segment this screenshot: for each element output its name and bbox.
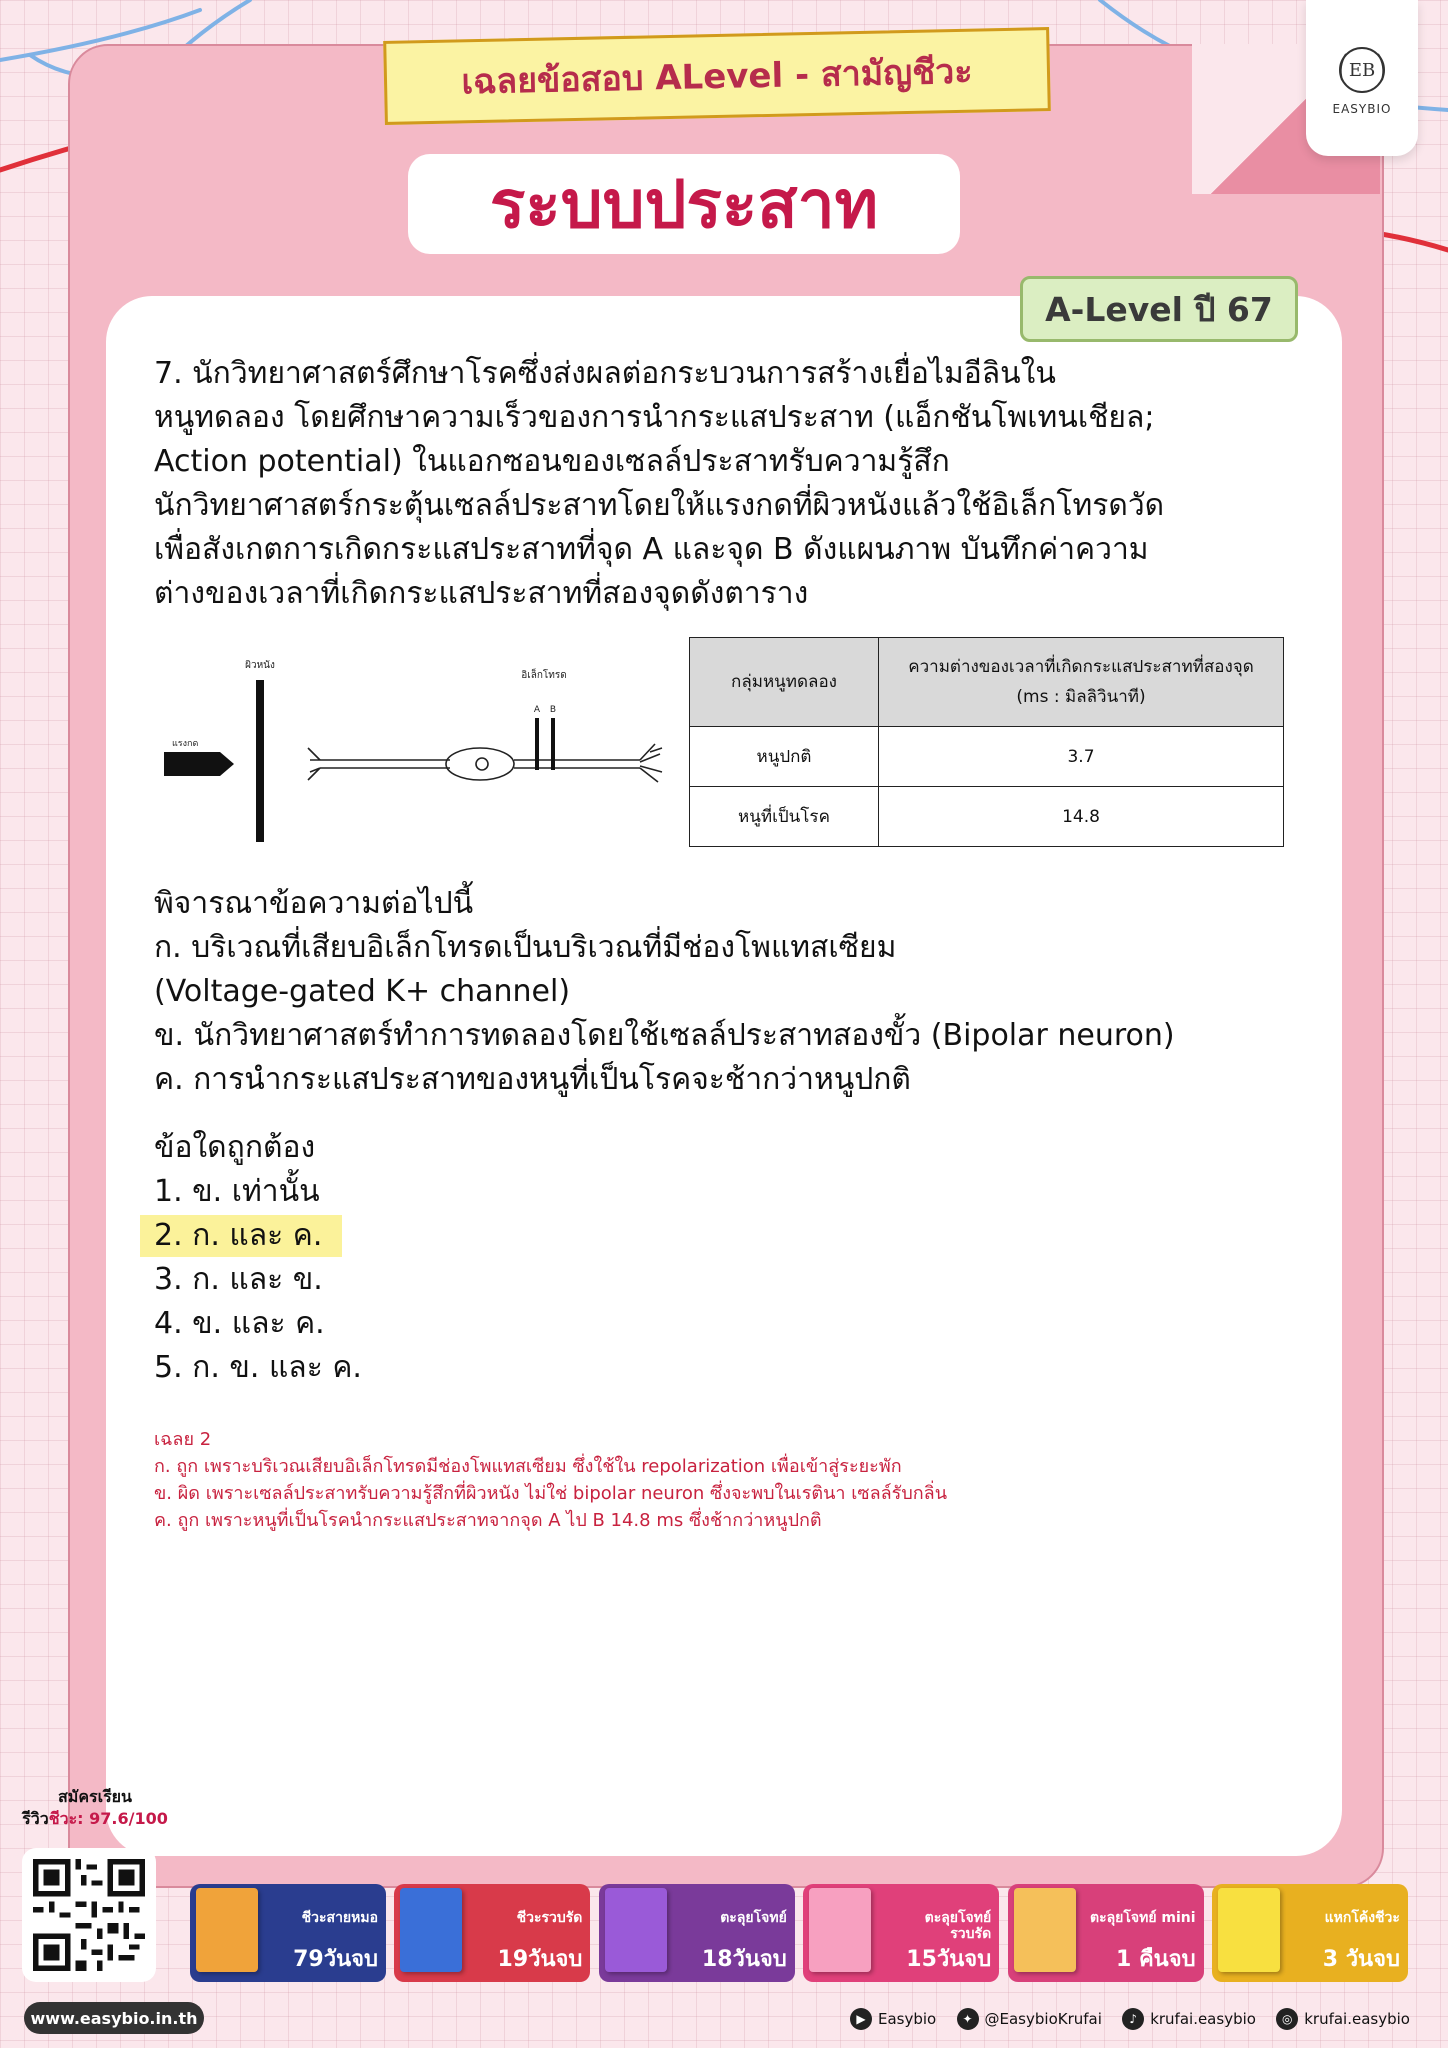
social-label: Easybio (878, 2010, 937, 2028)
answer-explanation (154, 1426, 1254, 1534)
table-cell-value: 14.8 (879, 787, 1284, 847)
course-name: ตะลุยโจทย์ (720, 1910, 787, 1926)
statement-item: ข. นักวิทยาศาสตร์ทำการทดลองโดยใช้เซลล์ประสาทสองขั้ว (Bipolar neuron) (154, 1018, 1175, 1053)
point-a-label: A (533, 705, 541, 715)
electrode-b (551, 718, 555, 770)
course-card[interactable] (190, 1884, 386, 1982)
answer-line: ข. ผิด เพราะเซลล์ประสาทรับความรู้สึกที่ผิวหนัง ไม่ใช่ bipolar neuron ซึ่งจะพบในเรตินา เซลล์รับกลิ่น (154, 1483, 947, 1504)
course-days: 79วันจบ (293, 1947, 378, 1972)
course-days: 19วันจบ (497, 1947, 583, 1972)
course-cover (400, 1888, 462, 1972)
social-instagram[interactable] (1276, 2008, 1410, 2030)
course-cover (1014, 1888, 1076, 1972)
statement-item: ค. การนำกระแสประสาทของหนูที่เป็นโรคจะช้ากว่าหนูปกติ (154, 1062, 911, 1097)
table-header-time-line1: ความต่างของเวลาที่เกิดกระแสประสาทที่สองจุด (908, 657, 1254, 677)
table-header-time (879, 638, 1284, 727)
pressure-label: แรงกด (172, 739, 199, 749)
option-item: 5. ก. ข. และ ค. (154, 1350, 362, 1385)
course-name: ชีวะรวบรัด (516, 1910, 583, 1926)
question-line: หนูทดลอง โดยศึกษาความเร็วของการนำกระแสประสาท (แอ็กชันโพเทนเชียล; (154, 400, 1155, 435)
options-prompt: ข้อใดถูกต้อง (154, 1130, 316, 1165)
table-row (690, 727, 1284, 787)
table-row (690, 787, 1284, 847)
course-card[interactable] (803, 1884, 999, 1982)
table-cell-value: 3.7 (879, 727, 1284, 787)
qr-code-icon (33, 1859, 145, 1971)
table-cell-group: หนูปกติ (690, 727, 879, 787)
course-cover (196, 1888, 258, 1972)
table-header-time-line2: (ms : มิลลิวินาที) (1016, 687, 1146, 707)
social-tiktok[interactable] (1122, 2008, 1256, 2030)
skin-bar (256, 680, 264, 842)
table-cell-group: หนูที่เป็นโรค (690, 787, 879, 847)
course-cover (809, 1888, 871, 1972)
instagram-icon: ◎ (1276, 2008, 1298, 2030)
statements-intro: พิจารณาข้อความต่อไปนี้ (154, 886, 474, 921)
question-line: 7. นักวิทยาศาสตร์ศึกษาโรคซึ่งส่งผลต่อกระบวนการสร้างเยื่อไมอีลินใน (154, 356, 1056, 391)
option-item-correct: 2. ก. และ ค. (154, 1218, 323, 1253)
social-label: krufai.easybio (1304, 2010, 1410, 2028)
course-name: แหกโค้งชีวะ (1324, 1910, 1400, 1926)
neuron-diagram (150, 648, 670, 848)
logo-text: EASYBIO (1332, 102, 1392, 116)
course-name: ตะลุยโจทย์ รวบรัด (924, 1910, 992, 1942)
option-item: 4. ข. และ ค. (154, 1306, 325, 1341)
options-block (154, 1126, 754, 1390)
question-text (154, 352, 1294, 616)
twitter-icon: ✦ (957, 2008, 979, 2030)
review-prefix: รีวิว (22, 1809, 49, 1828)
answer-line: ก. ถูก เพราะบริเวณเสียบอิเล็กโทรดมีช่องโพแทสเซียม ซึ่งใช้ใน repolarization เพื่อเข้าสู่ระยะพัก (154, 1456, 902, 1477)
tiktok-icon: ♪ (1122, 2008, 1144, 2030)
table-header-row (690, 638, 1284, 727)
social-label: krufai.easybio (1150, 2010, 1256, 2028)
course-card[interactable] (1008, 1884, 1204, 1982)
course-cover (1218, 1888, 1280, 1972)
course-days: 15วันจบ (906, 1947, 992, 1972)
course-days: 1 คืนจบ (1115, 1947, 1196, 1972)
social-links (850, 2004, 1410, 2034)
neuron-shape (308, 744, 662, 782)
level-tag: A-Level ปี 67 (1020, 276, 1298, 342)
social-twitter[interactable] (957, 2008, 1102, 2030)
skin-label: ผิวหนัง (245, 660, 275, 671)
logo-emblem-icon (1332, 40, 1392, 100)
easybio-logo (1306, 0, 1418, 156)
social-label: @EasybioKrufai (984, 2010, 1102, 2028)
course-card[interactable] (599, 1884, 795, 1982)
svg-text:EB: EB (1348, 60, 1376, 81)
course-cover (605, 1888, 667, 1972)
website-link[interactable]: www.easybio.in.th (24, 2002, 204, 2034)
electrode-a (535, 718, 539, 770)
option-item: 1. ข. เท่านั้น (154, 1174, 320, 1209)
qr-code[interactable] (22, 1848, 156, 1982)
course-days: 18วันจบ (701, 1947, 787, 1972)
table-header-group: กลุ่มหนูทดลอง (690, 638, 879, 727)
answer-line: เฉลย 2 (154, 1429, 212, 1450)
results-table (689, 637, 1284, 847)
question-line: Action potential) ในแอกซอนของเซลล์ประสาทรับความรู้สึก (154, 444, 950, 479)
signup-text: สมัครเรียน (58, 1787, 132, 1806)
statement-item: (Voltage-gated K+ channel) (154, 974, 571, 1009)
answer-line: ค. ถูก เพราะหนูที่เป็นโรคนำกระแสประสาทจากจุด A ไป B 14.8 ms ซึ่งช้ากว่าหนูปกติ (154, 1510, 822, 1531)
course-card[interactable] (394, 1884, 590, 1982)
pressure-arrow (164, 752, 234, 776)
question-line: นักวิทยาศาสตร์กระตุ้นเซลล์ประสาทโดยให้แรงกดที่ผิวหนังแล้วใช้อิเล็กโทรดวัด (154, 488, 1165, 523)
course-promos (190, 1884, 1408, 1982)
electrode-label: อิเล็กโทรด (521, 670, 567, 681)
exam-badge: เฉลยข้อสอบ ALevel - สามัญชีวะ (383, 27, 1051, 125)
question-line: เพื่อสังเกตการเกิดกระแสประสาทที่จุด A และจุด B ดังแผนภาพ บันทึกค่าความ (154, 532, 1149, 567)
course-name: ตะลุยโจทย์ mini (1089, 1910, 1196, 1926)
course-card[interactable] (1212, 1884, 1408, 1982)
signup-label (20, 1786, 170, 1830)
page-title: ระบบประสาท (408, 154, 960, 254)
option-item: 3. ก. และ ข. (154, 1262, 323, 1297)
statement-item: ก. บริเวณที่เสียบอิเล็กโทรดเป็นบริเวณที่มีช่องโพแทสเซียม (154, 930, 897, 965)
question-line: ต่างของเวลาที่เกิดกระแสประสาทที่สองจุดดังตาราง (154, 576, 809, 611)
review-score: ชีวะ: 97.6/100 (48, 1809, 168, 1828)
course-days: 3 วันจบ (1322, 1947, 1400, 1972)
social-youtube[interactable] (850, 2008, 936, 2030)
course-name: ชีวะสายหมอ (301, 1910, 378, 1926)
statements-block (154, 882, 1314, 1102)
point-b-label: B (549, 705, 557, 715)
youtube-icon: ▶ (850, 2008, 872, 2030)
